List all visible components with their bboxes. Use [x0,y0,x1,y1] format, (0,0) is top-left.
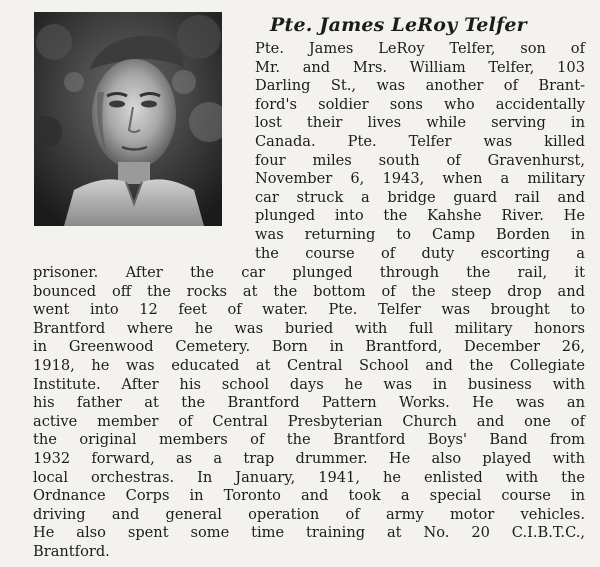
text-line: Ordnance Corps in Toronto and took a special course in [33,487,585,505]
text-line: Institute. After his school days he was in business with [33,375,585,393]
text-line: his father at the Brantford Pattern Works. He was an [33,394,585,412]
text-line: Brantford where he was buried with full military honors [33,319,585,337]
portrait-photo [34,12,222,226]
text-line: went into 12 feet of water. Pte. Telfer was brought to [33,301,585,319]
text-line: four miles south of Gravenhurst, [255,151,585,169]
text-line: the original members of the Brantford Boys' Band from [33,431,585,449]
text-line: Pte. James LeRoy Telfer, son of [255,40,585,57]
text-line: November 6, 1943, when a military [255,170,585,188]
text-line: in Greenwood Cemetery. Born in Brantford, December 26, [33,338,585,356]
text-line: He also spent some time training at No. 20 C.I.B.T.C., [33,524,585,542]
text-line: Darling St., was another of Brant- [255,77,585,95]
obituary-title: Pte. James LeRoy Telfer [270,14,527,36]
text-line: plunged into the Kahshe River. He [255,207,585,225]
text-line: local orchestras. In January, 1941, he enlisted with the [33,468,585,486]
text-line: lost their lives while serving in [255,114,585,132]
text-line: active member of Central Presbyterian Church and one of [33,412,585,430]
text-line: Brantford. [33,542,110,560]
text-line: prisoner. After the car plunged through the rail, it [33,264,585,281]
text-line: 1918, he was educated at Central School and the Collegiate [33,356,585,374]
text-line: ford's soldier sons who accidentally [255,95,585,113]
obituary-text-beside-photo [255,40,585,263]
text-line: car struck a bridge guard rail and [255,188,585,206]
text-line: Mr. and Mrs. William Telfer, 103 [255,58,585,76]
text-line: bounced off the rocks at the bottom of the steep drop and [33,282,585,300]
text-line: driving and general operation of army motor vehicles. [33,505,585,523]
text-line: was returning to Camp Borden in [255,225,585,243]
text-line: the course of duty escorting a [255,244,585,262]
text-line: Canada. Pte. Telfer was killed [255,132,585,150]
text-line: 1932 forward, as a trap drummer. He also played with [33,449,585,467]
obituary-text-full-width [33,264,585,562]
